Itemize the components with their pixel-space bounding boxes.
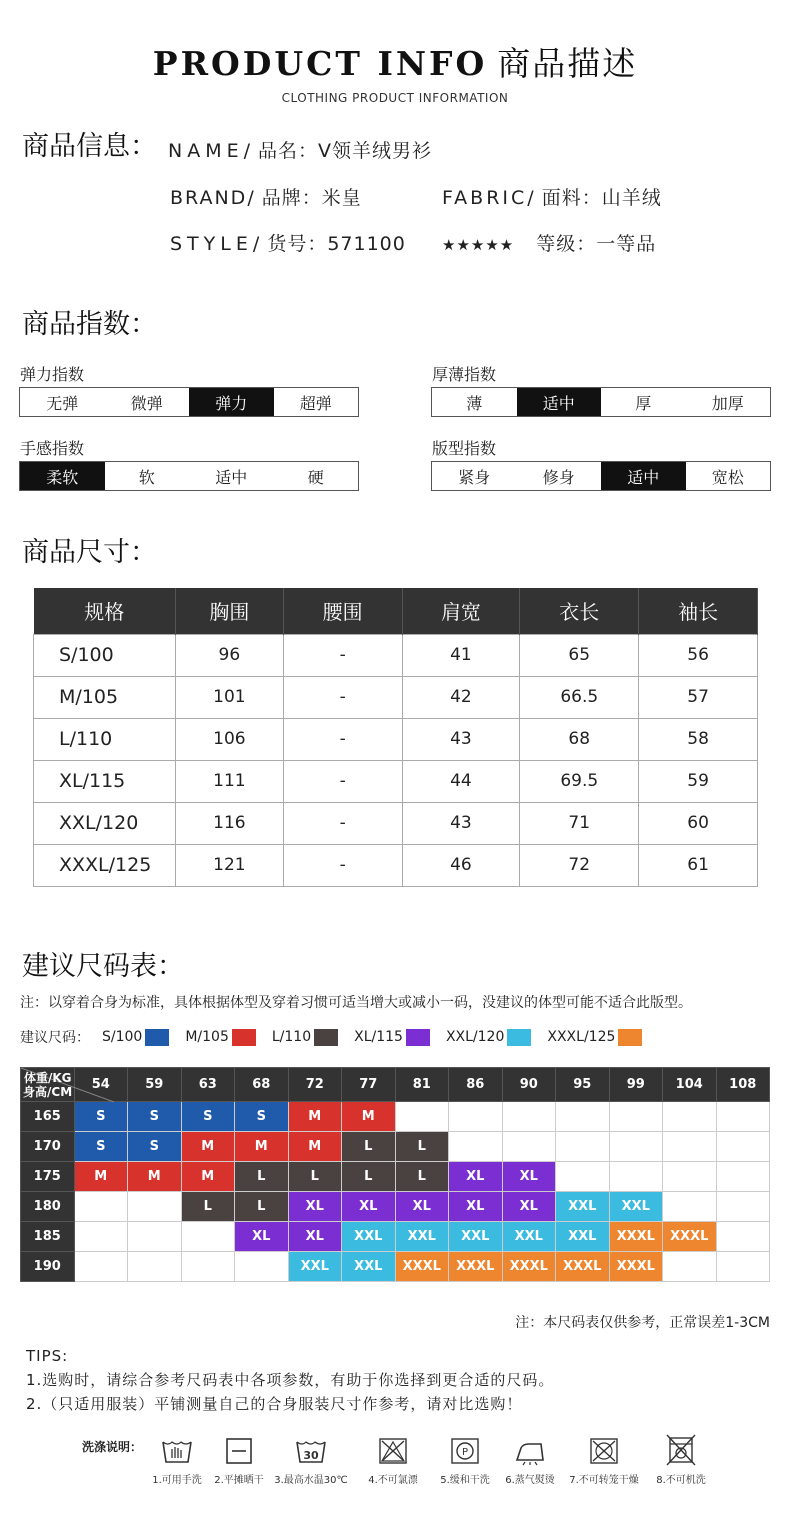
size-value-cell: -	[283, 718, 402, 760]
size-recommendation-cell: L	[342, 1162, 396, 1192]
weight-header: 68	[235, 1068, 289, 1102]
size-col-header: 腰围	[283, 588, 402, 634]
empty-cell	[128, 1252, 182, 1282]
wash-30-icon	[272, 1436, 350, 1466]
index-option-selected: 适中	[601, 462, 686, 490]
care-item	[354, 1436, 432, 1486]
index-bar-fit	[431, 461, 771, 491]
index-option: 超弹	[299, 393, 332, 413]
empty-cell	[663, 1132, 717, 1162]
size-recommendation-cell: M	[181, 1132, 235, 1162]
size-recommendation-cell: XXXL	[556, 1252, 610, 1282]
info-style-key: STYLE	[170, 233, 253, 255]
page-title-cn: 商品描述	[497, 44, 638, 83]
size-heading: 商品尺寸：	[22, 537, 157, 568]
empty-cell	[716, 1162, 770, 1192]
size-recommendation-cell: L	[235, 1192, 289, 1222]
legend-swatch	[618, 1029, 642, 1046]
legend-item	[547, 1029, 642, 1046]
legend-swatch	[406, 1029, 430, 1046]
legend-swatch	[314, 1029, 338, 1046]
size-recommendation-cell: XL	[288, 1222, 342, 1252]
legend-item	[446, 1029, 531, 1046]
size-recommendation-cell: XXL	[342, 1222, 396, 1252]
height-header: 190	[21, 1252, 75, 1282]
size-value-cell: 65	[520, 634, 639, 676]
size-table-row	[34, 676, 758, 718]
empty-cell	[556, 1102, 610, 1132]
size-value-cell: 106	[175, 718, 283, 760]
size-value-cell: 71	[520, 802, 639, 844]
care-item	[491, 1436, 569, 1486]
size-recommendation-cell: XL	[449, 1192, 503, 1222]
size-col-header: 胸围	[175, 588, 283, 634]
index-option: 加厚	[711, 393, 744, 413]
size-table-row	[34, 718, 758, 760]
size-value-cell: 57	[639, 676, 758, 718]
size-recommendation-cell: XXL	[609, 1192, 663, 1222]
weight-header: 63	[181, 1068, 235, 1102]
index-option: 硬	[307, 467, 324, 487]
size-spec-cell: XL/115	[34, 760, 176, 802]
empty-cell	[663, 1162, 717, 1192]
size-recommendation-cell: L	[342, 1132, 396, 1162]
size-spec-cell: XXXL/125	[34, 844, 176, 886]
tips-line: 2.（只适用服装）平铺测量自己的合身服装尺寸作参考，请对比选购！	[26, 1395, 523, 1413]
info-name-key: NAME	[168, 140, 244, 162]
legend-item	[185, 1029, 256, 1046]
info-name-value: / 品名：V领羊绒男衫	[243, 140, 433, 162]
size-value-cell: 60	[639, 802, 758, 844]
page-subtitle: CLOTHING PRODUCT INFORMATION	[281, 91, 509, 105]
size-recommendation-cell: S	[74, 1102, 128, 1132]
size-value-cell: 43	[402, 802, 520, 844]
size-recommendation-cell: L	[395, 1162, 449, 1192]
care-label: 4.不可氯漂	[368, 1475, 418, 1486]
size-value-cell: -	[283, 802, 402, 844]
index-option: 薄	[466, 393, 483, 413]
care-label: 1.可用手洗	[152, 1475, 202, 1486]
empty-cell	[395, 1102, 449, 1132]
dry-flat-icon	[200, 1436, 278, 1466]
size-spec-cell: S/100	[34, 634, 176, 676]
legend-label: XL/115	[354, 1029, 403, 1045]
info-grade-value: 等级：一等品	[536, 233, 657, 255]
size-recommendation-cell: L	[288, 1162, 342, 1192]
info-fabric-key: FABRIC	[442, 187, 528, 209]
height-header: 165	[21, 1102, 75, 1132]
index-option-selected: 弹力	[189, 388, 274, 416]
empty-cell	[716, 1102, 770, 1132]
size-recommendation-cell: S	[128, 1132, 182, 1162]
size-recommendation-cell: XXXL	[609, 1252, 663, 1282]
empty-cell	[74, 1252, 128, 1282]
size-recommendation-cell: XXXL	[663, 1222, 717, 1252]
chart-row	[21, 1162, 770, 1192]
size-recommendation-cell: XL	[502, 1162, 556, 1192]
size-value-cell: 116	[175, 802, 283, 844]
empty-cell	[74, 1192, 128, 1222]
size-recommendation-cell: XL	[288, 1192, 342, 1222]
size-recommendation-cell: XXXL	[449, 1252, 503, 1282]
index-option: 厚	[635, 393, 652, 413]
size-col-header: 规格	[34, 588, 176, 634]
size-recommendation-cell: XL	[502, 1192, 556, 1222]
empty-cell	[128, 1222, 182, 1252]
tips-title: TIPS:	[26, 1347, 69, 1365]
size-recommendation-chart	[20, 1067, 770, 1282]
care-label: 5.缓和干洗	[440, 1475, 490, 1486]
size-value-cell: 68	[520, 718, 639, 760]
empty-cell	[609, 1102, 663, 1132]
legend-label: XXXL/125	[547, 1029, 616, 1045]
size-recommendation-cell: M	[74, 1162, 128, 1192]
chart-row	[21, 1222, 770, 1252]
empty-cell	[609, 1132, 663, 1162]
height-axis-label: 身高/CM	[23, 1085, 73, 1099]
care-label: 8.不可机洗	[656, 1475, 706, 1486]
page-title-en: PRODUCT INFO	[152, 44, 488, 83]
size-recommendation-cell: S	[74, 1132, 128, 1162]
index-label-thickness: 厚薄指数	[432, 365, 497, 384]
size-table-row	[34, 760, 758, 802]
size-recommendation-cell: M	[235, 1132, 289, 1162]
no-bleach-icon	[354, 1436, 432, 1466]
index-option: 适中	[215, 467, 248, 487]
legend-label: S/100	[102, 1029, 143, 1045]
size-legend	[20, 1027, 658, 1047]
info-style-value: / 货号：571100	[252, 233, 406, 255]
size-table	[33, 588, 758, 887]
height-header: 180	[21, 1192, 75, 1222]
tips-line: 1.选购时，请综合参考尺码表中各项参数，有助于你选择到更合适的尺码。	[26, 1371, 555, 1389]
size-recommendation-cell: S	[128, 1102, 182, 1132]
chart-footnote: 注：本尺码表仅供参考，正常误差1-3CM	[515, 1315, 770, 1331]
legend-label: XXL/120	[445, 1029, 505, 1045]
care-label: 7.不可转笼干燥	[569, 1475, 639, 1486]
steam-iron-icon	[491, 1436, 569, 1466]
size-value-cell: 61	[639, 844, 758, 886]
size-recommendation-cell: XL	[449, 1162, 503, 1192]
index-bar-thickness	[431, 387, 771, 417]
index-option: 宽松	[711, 467, 744, 487]
index-option: 修身	[542, 467, 575, 487]
index-bar-elasticity	[19, 387, 359, 417]
info-style	[170, 229, 406, 256]
weight-header: 77	[342, 1068, 396, 1102]
legend-lead: 建议尺码：	[20, 1030, 90, 1046]
size-recommendation-cell: XL	[342, 1192, 396, 1222]
dry-clean-letter: P	[461, 1447, 469, 1458]
index-bar-feel	[19, 461, 359, 491]
care-item	[642, 1436, 720, 1486]
index-option: 软	[138, 467, 155, 487]
empty-cell	[181, 1222, 235, 1252]
size-recommendation-cell: XXL	[556, 1192, 610, 1222]
index-option-selected: 适中	[517, 388, 602, 416]
empty-cell	[128, 1192, 182, 1222]
index-option: 无弹	[46, 393, 79, 413]
size-recommendation-cell: L	[235, 1162, 289, 1192]
size-recommendation-cell: M	[288, 1102, 342, 1132]
size-value-cell: 41	[402, 634, 520, 676]
legend-item	[354, 1029, 430, 1046]
height-header: 175	[21, 1162, 75, 1192]
legend-swatch	[232, 1029, 256, 1046]
empty-cell	[502, 1132, 556, 1162]
page-title	[0, 38, 790, 85]
size-value-cell: 121	[175, 844, 283, 886]
size-table-row	[34, 634, 758, 676]
weight-header: 59	[128, 1068, 182, 1102]
weight-header: 72	[288, 1068, 342, 1102]
size-value-cell: -	[283, 760, 402, 802]
size-value-cell: -	[283, 634, 402, 676]
chart-row	[21, 1132, 770, 1162]
empty-cell	[663, 1102, 717, 1132]
size-recommendation-cell: XXL	[502, 1222, 556, 1252]
care-label: 3.最高水温30℃	[274, 1475, 348, 1486]
size-recommendation-cell: M	[181, 1162, 235, 1192]
index-option: 微弹	[130, 393, 163, 413]
size-value-cell: 43	[402, 718, 520, 760]
size-value-cell: -	[283, 844, 402, 886]
empty-cell	[716, 1132, 770, 1162]
empty-cell	[74, 1222, 128, 1252]
size-recommendation-cell: S	[181, 1102, 235, 1132]
weight-header: 90	[502, 1068, 556, 1102]
empty-cell	[449, 1132, 503, 1162]
size-value-cell: 46	[402, 844, 520, 886]
size-recommendation-cell: XXL	[288, 1252, 342, 1282]
legend-label: L/110	[271, 1029, 312, 1045]
info-fabric	[442, 183, 662, 210]
empty-cell	[609, 1162, 663, 1192]
weight-header: 104	[663, 1068, 717, 1102]
weight-header: 99	[609, 1068, 663, 1102]
empty-cell	[556, 1132, 610, 1162]
legend-swatch	[507, 1029, 531, 1046]
size-recommendation-cell: XXL	[449, 1222, 503, 1252]
empty-cell	[663, 1252, 717, 1282]
size-value-cell: -	[283, 676, 402, 718]
size-recommendation-cell: XXXL	[395, 1252, 449, 1282]
size-value-cell: 72	[520, 844, 639, 886]
size-recommendation-cell: XXL	[395, 1222, 449, 1252]
info-brand	[170, 183, 362, 210]
size-recommendation-cell: XL	[235, 1222, 289, 1252]
size-spec-cell: L/110	[34, 718, 176, 760]
info-heading: 商品信息：	[22, 131, 157, 162]
size-spec-cell: M/105	[34, 676, 176, 718]
size-recommendation-cell: M	[288, 1132, 342, 1162]
height-header: 170	[21, 1132, 75, 1162]
chart-row	[21, 1192, 770, 1222]
size-col-header: 袖长	[639, 588, 758, 634]
tips-block	[26, 1344, 554, 1416]
size-recommendation-cell: L	[181, 1192, 235, 1222]
weight-header: 81	[395, 1068, 449, 1102]
chart-note: 注：以穿着合身为标准，具体根据体型及穿着习惯可适当增大或减小一码，没建议的体型可能不适合此版型。	[20, 995, 692, 1011]
size-table-header-row	[34, 588, 758, 634]
chart-heading: 建议尺码表：	[22, 951, 184, 982]
empty-cell	[716, 1222, 770, 1252]
care-label: 6.蒸气熨烫	[505, 1475, 555, 1486]
size-value-cell: 44	[402, 760, 520, 802]
height-header: 185	[21, 1222, 75, 1252]
empty-cell	[716, 1192, 770, 1222]
size-recommendation-cell: XXXL	[609, 1222, 663, 1252]
empty-cell	[235, 1252, 289, 1282]
size-value-cell: 69.5	[520, 760, 639, 802]
empty-cell	[449, 1102, 503, 1132]
legend-item	[102, 1029, 169, 1046]
size-table-row	[34, 844, 758, 886]
weight-header: 54	[74, 1068, 128, 1102]
wash-temp: 30	[303, 1449, 319, 1462]
size-value-cell: 42	[402, 676, 520, 718]
empty-cell	[716, 1252, 770, 1282]
size-recommendation-cell: XXXL	[502, 1252, 556, 1282]
empty-cell	[663, 1192, 717, 1222]
info-fabric-value: / 面料：山羊绒	[527, 187, 662, 209]
empty-cell	[556, 1162, 610, 1192]
size-value-cell: 56	[639, 634, 758, 676]
care-title: 洗涤说明：	[82, 1440, 143, 1454]
index-option-selected: 柔软	[20, 462, 105, 490]
info-grade	[442, 229, 656, 256]
chart-row	[21, 1102, 770, 1132]
care-item	[272, 1436, 350, 1486]
index-label-feel: 手感指数	[20, 439, 85, 458]
no-tumble-dry-icon	[565, 1436, 643, 1466]
size-recommendation-cell: XL	[395, 1192, 449, 1222]
size-table-row	[34, 802, 758, 844]
weight-header: 108	[716, 1068, 770, 1102]
chart-header-row	[21, 1068, 770, 1102]
size-recommendation-cell: L	[395, 1132, 449, 1162]
weight-header: 86	[449, 1068, 503, 1102]
size-value-cell: 59	[639, 760, 758, 802]
size-col-header: 肩宽	[402, 588, 520, 634]
size-recommendation-cell: M	[128, 1162, 182, 1192]
size-spec-cell: XXL/120	[34, 802, 176, 844]
size-value-cell: 111	[175, 760, 283, 802]
care-label: 2.平摊晒干	[214, 1475, 264, 1486]
chart-row	[21, 1252, 770, 1282]
info-brand-key: BRAND	[170, 187, 248, 209]
size-value-cell: 96	[175, 634, 283, 676]
index-label-fit: 版型指数	[432, 439, 497, 458]
size-value-cell: 58	[639, 718, 758, 760]
info-name	[168, 136, 432, 163]
grade-stars-icon: ★★★★★	[442, 236, 515, 254]
weight-header: 95	[556, 1068, 610, 1102]
no-machine-wash-icon	[642, 1432, 720, 1466]
weight-axis-label: 体重/KG	[23, 1071, 72, 1085]
empty-cell	[502, 1102, 556, 1132]
size-recommendation-cell: S	[235, 1102, 289, 1132]
page-header	[0, 38, 790, 105]
size-value-cell: 101	[175, 676, 283, 718]
legend-label: M/105	[185, 1029, 229, 1045]
care-item	[565, 1436, 643, 1486]
size-recommendation-cell: XXL	[342, 1252, 396, 1282]
legend-item	[272, 1029, 338, 1046]
info-brand-value: / 品牌：米皇	[247, 187, 362, 209]
chart-corner-cell	[21, 1068, 75, 1102]
size-recommendation-cell: M	[342, 1102, 396, 1132]
index-label-elasticity: 弹力指数	[20, 365, 85, 384]
size-value-cell: 66.5	[520, 676, 639, 718]
empty-cell	[181, 1252, 235, 1282]
size-recommendation-cell: XXL	[556, 1222, 610, 1252]
care-item	[200, 1436, 278, 1486]
index-option: 紧身	[458, 467, 491, 487]
size-col-header: 衣长	[520, 588, 639, 634]
legend-swatch	[145, 1029, 169, 1046]
indices-heading: 商品指数：	[22, 309, 157, 340]
